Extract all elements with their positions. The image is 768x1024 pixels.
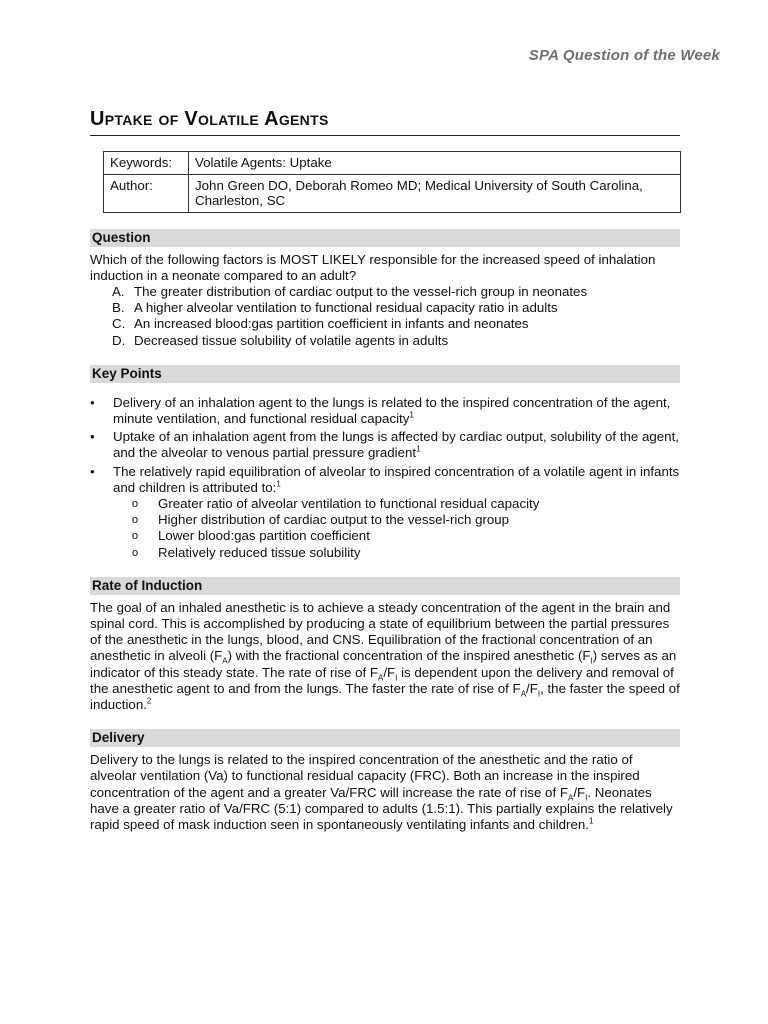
keywords-label: Keywords: xyxy=(104,152,189,175)
rate-of-induction-heading: Rate of Induction xyxy=(90,577,680,595)
sub-item-text: Higher distribution of cardiac output to the vessel-rich group xyxy=(158,512,510,528)
key-point xyxy=(90,429,680,461)
meta-row-author xyxy=(104,174,681,212)
meta-row-keywords xyxy=(104,152,681,175)
circle-bullet-icon: o xyxy=(132,514,139,527)
option-letter: A. xyxy=(112,283,125,299)
option-text: The greater distribution of cardiac output to the vessel-rich group in neonates xyxy=(134,283,588,299)
option-text: Decreased tissue solubility of volatile agents in adults xyxy=(134,332,449,348)
option-text: A higher alveolar ventilation to functional residual capacity ratio in adults xyxy=(134,300,558,316)
rate-of-induction-paragraph: The goal of an inhaled anesthetic is to achieve a steady concentration of the agent in the brain and spinal cord. This is accomplished by producing a state of equilibrium between the partial pressures of the anesthetic in the lungs, blood, and CNS. Equilibration of the fractional concentration of an anesthetic in alveoli $(F_A)$ with the fractional concentration of the inspired anesthetic $(F_I)$ serves as an indicator of this steady state. The rate of rise of $F_A/F_I$ is dependent upon the delivery and removal of the anesthetic agent to and from the lungs. The faster the rate of rise of $F_A/F_I$, the faster the speed of induction.$^2$ xyxy=(90,599,680,712)
sub-item xyxy=(132,512,680,528)
author-value: John Green DO, Deborah Romeo MD; Medical University of South Carolina, Charleston, SC xyxy=(189,174,681,212)
circle-bullet-icon: o xyxy=(132,546,139,559)
sub-item-text: Lower blood:gas partition coefficient xyxy=(158,528,370,544)
key-points-heading: Key Points xyxy=(90,365,680,383)
key-point-text: The relatively rapid equilibration of alveolar to inspired concentration of a volatile agent in infants and children is attributed to: xyxy=(113,463,680,495)
key-points-list xyxy=(90,395,680,561)
key-point xyxy=(90,464,680,561)
reference-marker: 1 xyxy=(276,479,281,489)
option-b xyxy=(112,300,680,316)
key-point-text: Delivery of an inhalation agent to the lungs is related to the inspired concentration of the agent, minute ventilation, and functional residual capacity xyxy=(113,394,671,426)
option-letter: D. xyxy=(112,332,126,348)
bullet-icon: • xyxy=(90,429,95,445)
meta-table xyxy=(103,151,681,213)
option-text: An increased blood:gas partition coefficient in infants and neonates xyxy=(134,316,529,332)
sub-item-text: Relatively reduced tissue solubility xyxy=(158,544,361,560)
reference-marker: 2 xyxy=(146,696,152,706)
document-title: Uptake of Volatile Agents xyxy=(90,108,680,136)
document-content xyxy=(90,108,680,833)
answer-options xyxy=(90,284,680,349)
circle-bullet-icon: o xyxy=(132,497,139,510)
option-d xyxy=(112,333,680,349)
delivery-heading: Delivery xyxy=(90,729,680,747)
bullet-icon: • xyxy=(90,463,95,479)
circle-bullet-icon: o xyxy=(132,530,139,543)
option-letter: B. xyxy=(112,300,125,316)
sub-item xyxy=(132,496,680,512)
bullet-icon: • xyxy=(90,394,95,410)
header-tag: SPA Question of the Week xyxy=(528,47,720,64)
reference-marker: 1 xyxy=(416,444,421,454)
author-label: Author: xyxy=(104,174,189,212)
option-a xyxy=(112,284,680,300)
option-letter: C. xyxy=(112,316,126,332)
delivery-paragraph: Delivery to the lungs is related to the inspired concentration of the anesthetic and the ratio of alveolar ventilation (Va) to functional residual capacity (FRC). Both an increase in the inspired concentration of the agent and a greater Va/FRC will increase the rate of rise of $F_A/F_I$. Neonates have a greater ratio of Va/FRC (5:1) compared to adults (1.5:1). This partially explains the relatively rapid speed of mask induction seen in spontaneously ventilating infants and children.$^1$ xyxy=(90,752,673,832)
question-stem: Which of the following factors is MOST LIKELY responsible for the increased speed of inhalation induction in a neonate compared to an adult? xyxy=(90,251,656,283)
sub-item xyxy=(132,528,680,544)
question-heading: Question xyxy=(90,229,680,247)
reference-marker: 1 xyxy=(409,410,414,420)
reference-marker: 1 xyxy=(588,816,594,826)
keywords-value: Volatile Agents: Uptake xyxy=(189,152,681,175)
sub-item xyxy=(132,545,680,561)
key-point-sublist xyxy=(113,496,680,561)
key-point xyxy=(90,395,680,427)
option-c xyxy=(112,316,680,332)
key-point-text: Uptake of an inhalation agent from the lungs is affected by cardiac output, solubility of the agent, and the alveolar to venous partial pressure gradient xyxy=(113,429,679,461)
sub-item-text: Greater ratio of alveolar ventilation to functional residual capacity xyxy=(158,495,540,511)
